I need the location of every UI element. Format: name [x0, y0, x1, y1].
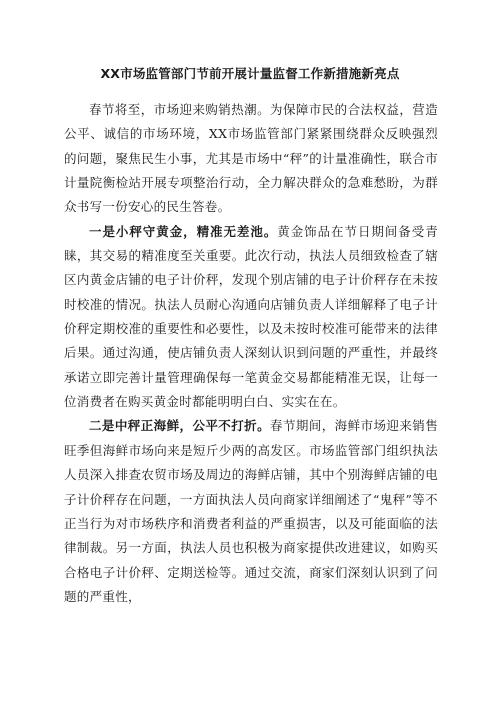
paragraph-lead: 二是中秤正海鲜，公平不打折。	[89, 418, 271, 434]
document-title: XX市场监管部门节前开展计量监督工作新措施新亮点	[100, 66, 400, 81]
document-body	[64, 98, 438, 609]
paragraph-text: 黄金饰品在节日期间备受青睐，其交易的精准度至关重要。此次行动，执法人员细致检查了辖区内黄金店铺的电子计价秤，发现个别店铺的电子计价秤存在未按时校准的情况。执法人员耐心沟通向店铺负责人详细解释了电子计价秤定期校准的重要性和必要性，以及未按时校准可能带来的法律后果。通过沟通，使店铺负责人深刻认识到问题的严重性，并最终承诺立即完善计量管理确保每一笔黄金交易都能精准无误，让每一位消费者在购买黄金时都能明明白白、实实在在。	[64, 223, 438, 410]
paragraph-lead: 一是小秤守黄金，精准无差池。	[89, 223, 278, 239]
paragraph-text: 春节将至，市场迎来购销热潮。为保障市民的合法权益，营造公平、诚信的市场环境，XX市场监管部门紧紧围绕群众反映强烈的问题，聚焦民生小事，尤其是市场中“秤”的计量准确性，联合市计量院衡检站开展专项整治行动，全力解决群众的急难愁盼，为群众书写一份安心的民生答卷。	[64, 102, 438, 215]
paragraph-text: 春节期间，海鲜市场迎来销售旺季但海鲜市场向来是短斤少两的高发区。市场监管部门组织执法人员深入排查农贸市场及周边的海鲜店铺，其中个别海鲜店铺的电子计价秤存在问题，一方面执法人员向商家详细阐述了“鬼秤”等不正当行为对市场秩序和消费者利益的严重损害，以及可能面临的法律制裁。另一方面，执法人员也积极为商家提供改进建议，如购买合格电子计价秤、定期送检等。通过交流，商家们深刻认识到了问题的严重性，	[64, 418, 438, 604]
paragraph-gold-scales	[64, 220, 438, 415]
paragraph-intro	[64, 98, 438, 220]
paragraph-seafood-scales	[64, 414, 438, 609]
